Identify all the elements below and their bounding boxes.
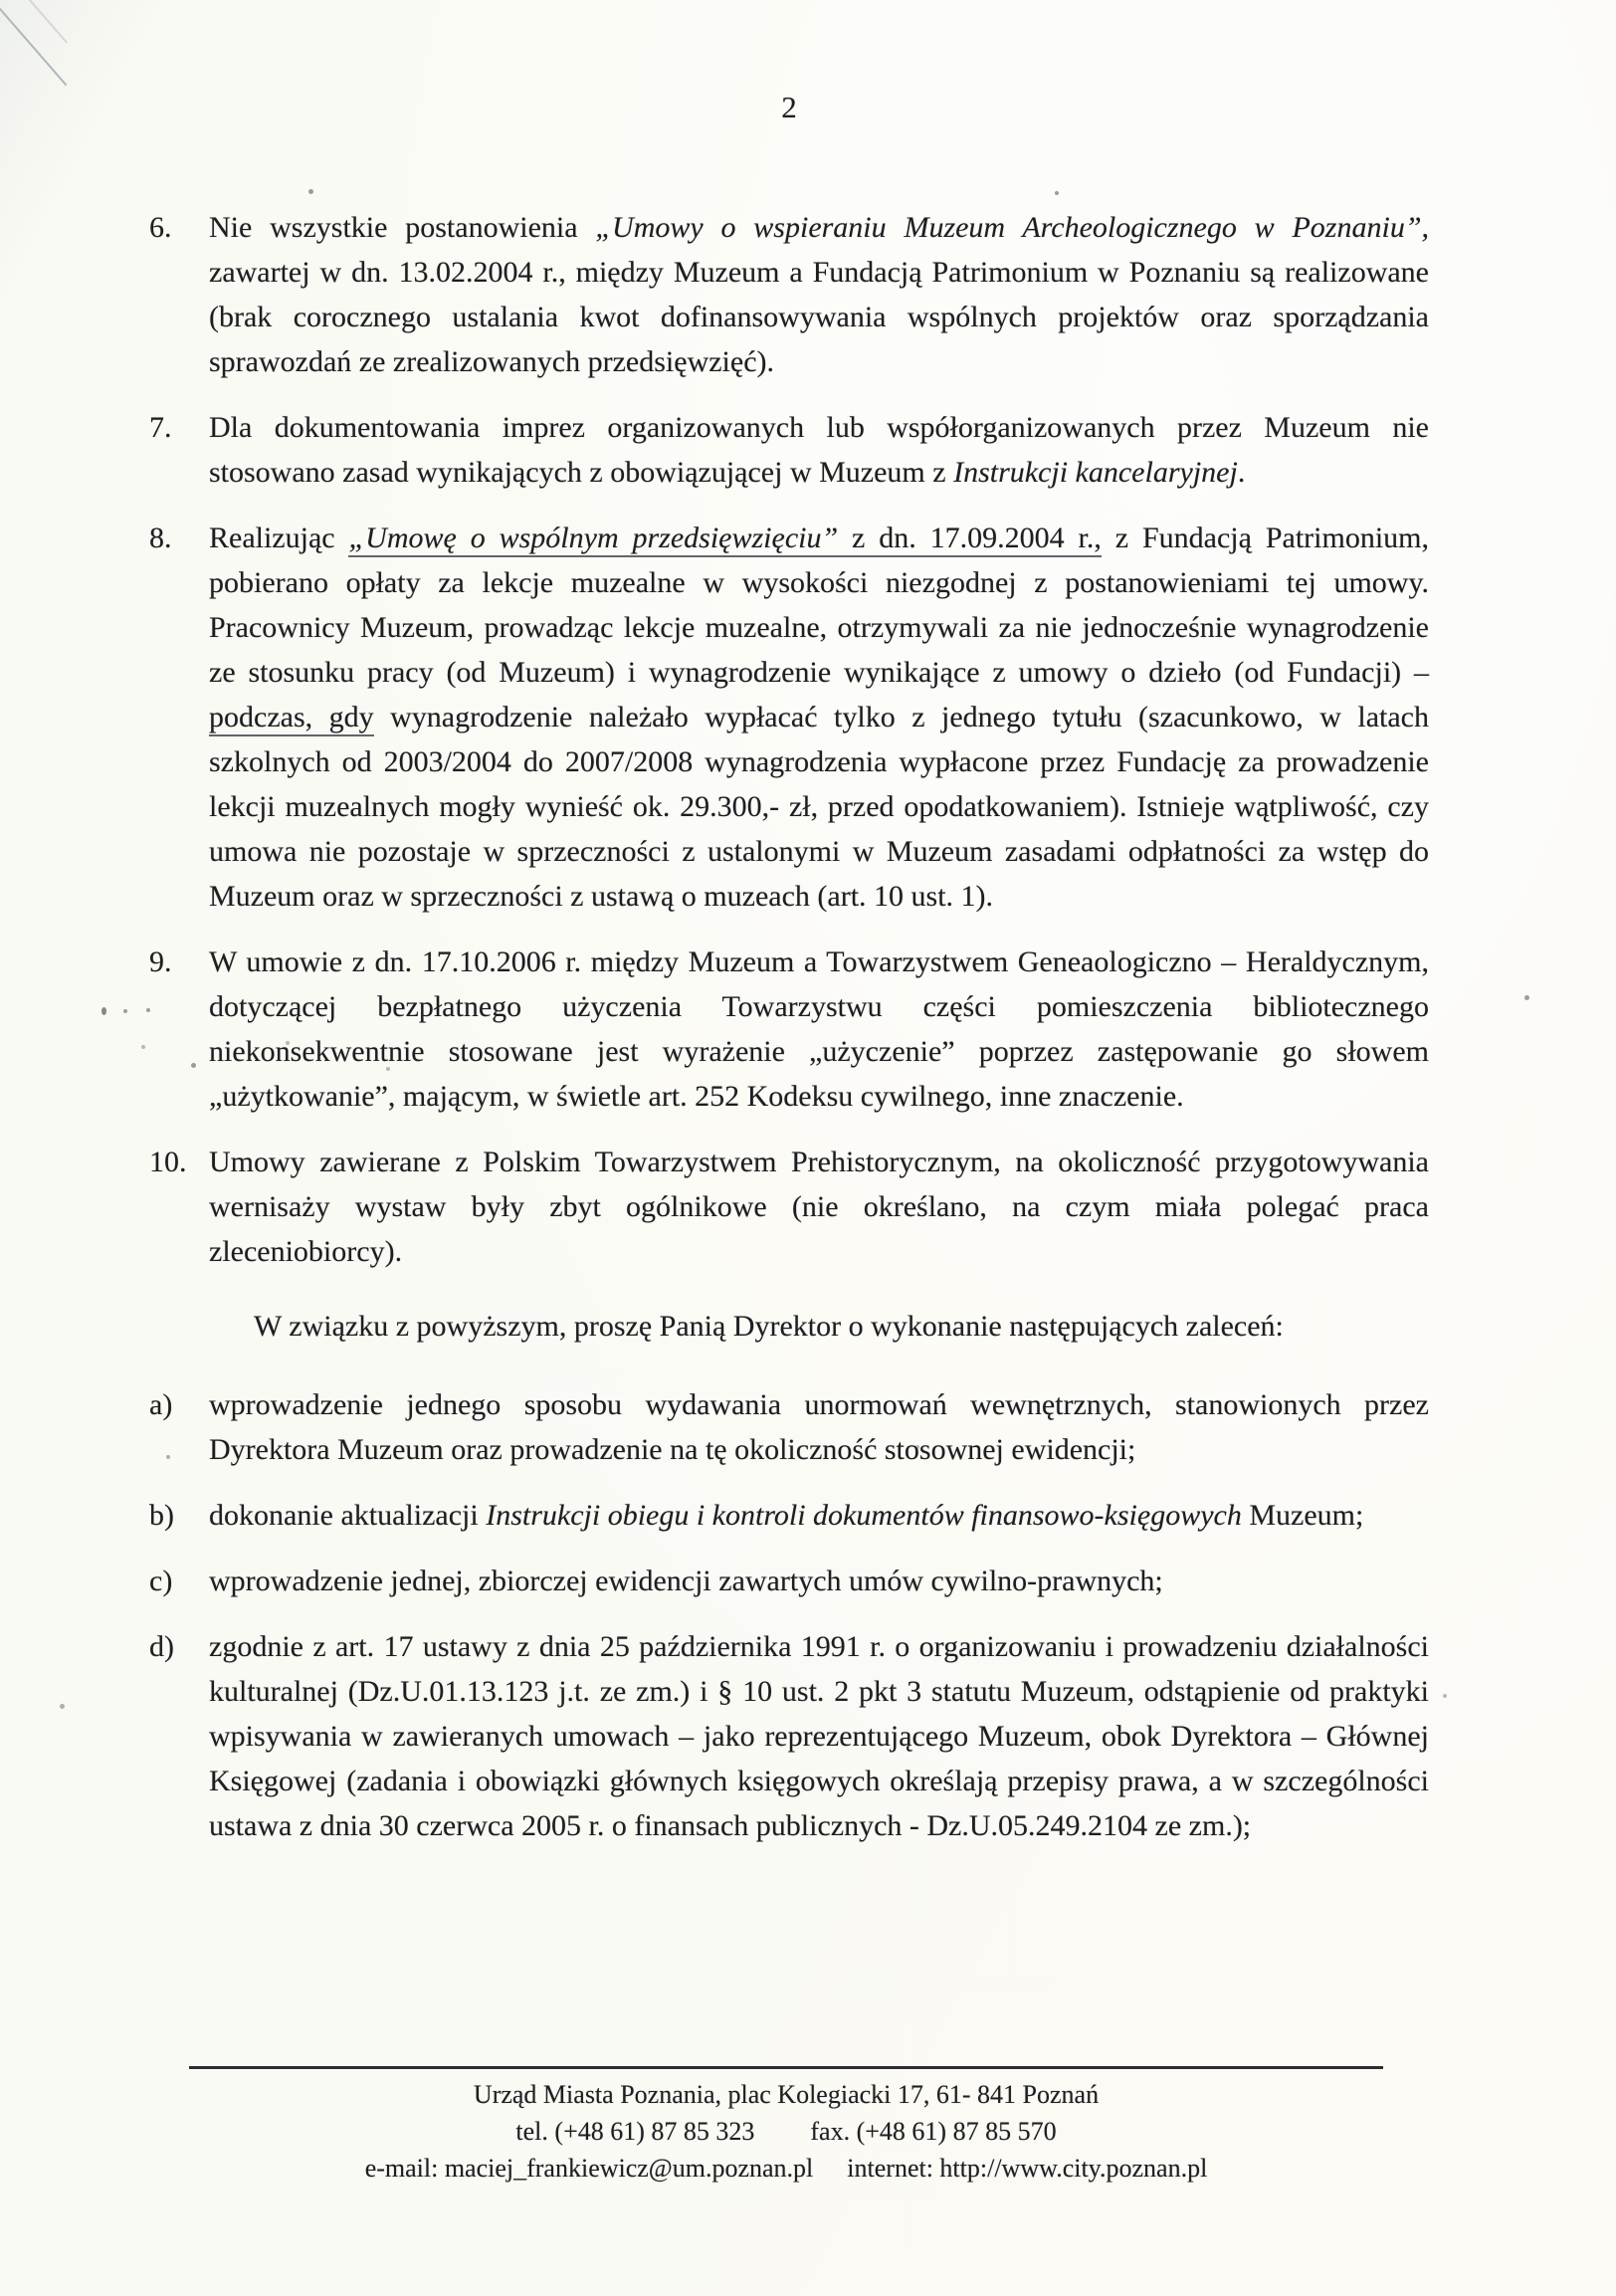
recommendation-text	[209, 1382, 1429, 1472]
text-segment: zgodnie z art. 17 ustawy z dnia 25 października 1991 r. o organizowaniu i prowadzeniu działalności kulturalnej (Dz.U.01.13.123 j.t. ze zm.) i § 10 ust. 2 pkt 3 statutu Muzeum, odstąpienie od praktyki wpisywania w zawieranych umowach – jako reprezentującego Muzeum, obok Dyrektora – Głównej Księgowej (zadania i obowiązki głównych księgowych określają przepisy prawa, a w szczególności ustawa z dnia 30 czerwca 2005 r. o finansach publicznych - Dz.U.05.249.2104 ze zm.);	[209, 1630, 1429, 1842]
scan-speck	[166, 1455, 170, 1459]
finding-item-8	[149, 516, 1429, 919]
recommendation-item-d	[149, 1624, 1429, 1848]
scan-speck	[1055, 191, 1059, 195]
text-segment: wynagrodzenie należało wypłacać tylko z jednego tytułu (szacunkowo, w latach szkolnych od 2003/2004 do 2007/2008 wynagrodzenia wypłacone przez Fundację za prowadzenie lekcji muzealnych mogły wynieść ok. 29.300,- zł, przed opodatkowaniem). Istnieje wątpliwość, czy umowa nie pozostaje w sprzeczności z ustalonymi w Muzeum zasadami odpłatności za wstęp do Muzeum oraz w sprzeczności z ustawą o muzeach (art. 10 ust. 1).	[209, 701, 1429, 913]
recommendations-intro: W związku z powyższym, proszę Panią Dyrektor o wykonanie następujących zaleceń:	[254, 1310, 1284, 1343]
list-marker: 8.	[149, 522, 172, 554]
list-marker: b)	[149, 1499, 174, 1532]
recommendation-text	[209, 1493, 1429, 1538]
scan-speck	[141, 1045, 145, 1049]
text-segment: Nie wszystkie postanowienia	[209, 211, 596, 244]
footer-divider	[189, 2066, 1383, 2069]
scan-speck	[386, 1067, 390, 1071]
text-segment-italic: „Umowy o wspieraniu Muzeum Archeologicznego w Poznaniu”,	[595, 211, 1429, 244]
text-segment: Umowy zawierane z Polskim Towarzystwem Prehistorycznym, na okoliczność przygotowywania wernisaży wystaw były zbyt ogólnikowe (nie określano, na czym miała polegać praca zleceniobiorcy).	[209, 1146, 1429, 1268]
finding-item-7	[149, 405, 1429, 495]
pen-mark	[101, 1007, 106, 1015]
scan-speck	[1524, 995, 1529, 1000]
text-segment: W umowie z dn. 17.10.2006 r. między Muzeum a Towarzystwem Geneaologiczno – Heraldycznym, dotyczącej bezpłatnego użyczenia Towarzystwu części pomieszczenia bibliotecznego niekonsekwentnie stosowane jest wyrażenie „użyczenie” poprzez zastępowanie go słowem „użytkowanie”, mającym, w świetle art. 252 Kodeksu cywilnego, inne znaczenie.	[209, 945, 1429, 1113]
text-segment-underlined: z dn. 17.09.2004 r.,	[838, 522, 1102, 557]
footer-email: e-mail: maciej_frankiewicz@um.poznan.pl	[364, 2154, 814, 2183]
list-marker: c)	[149, 1565, 173, 1597]
text-segment: Dla dokumentowania imprez organizowanych lub współorganizowanych przez Muzeum nie stosowano zasad wynikających z obowiązującej w Muzeum z	[209, 411, 1429, 489]
pen-mark	[123, 1009, 127, 1013]
finding-text	[209, 516, 1429, 919]
scan-speck	[308, 189, 313, 194]
pen-mark	[146, 1008, 150, 1012]
text-segment: wprowadzenie jednej, zbiorczej ewidencji zawartych umów cywilno-prawnych;	[209, 1565, 1163, 1597]
finding-text	[209, 939, 1429, 1119]
scan-speck	[286, 1041, 290, 1045]
footer-fax: fax. (+48 61) 87 85 570	[810, 2117, 1057, 2146]
scan-speck	[60, 1704, 65, 1709]
text-segment: .	[1237, 456, 1246, 489]
recommendation-text	[209, 1624, 1429, 1848]
text-segment: Realizując	[209, 522, 349, 554]
recommendation-item-c	[149, 1559, 1429, 1603]
list-marker: 7.	[149, 411, 172, 444]
pen-mark	[191, 1063, 196, 1068]
recommendation-item-a	[149, 1382, 1429, 1472]
scan-speck	[915, 1445, 919, 1449]
text-segment-italic: Instrukcji obiegu i kontroli dokumentów finansowo-księgowych	[486, 1499, 1242, 1532]
text-segment: dokonanie aktualizacji	[209, 1499, 487, 1532]
finding-text	[209, 405, 1429, 495]
footer-internet: internet: http://www.city.poznan.pl	[847, 2154, 1208, 2183]
finding-item-9	[149, 939, 1429, 1119]
text-segment-italic-underlined: „Umowę o wspólnym przedsięwzięciu”	[348, 522, 838, 557]
recommendation-text	[209, 1559, 1429, 1603]
text-segment-italic: Instrukcji kancelaryjnej	[953, 456, 1238, 489]
finding-item-10	[149, 1140, 1429, 1274]
finding-item-6	[149, 205, 1429, 384]
footer-web-line	[189, 2150, 1383, 2187]
text-segment: Muzeum;	[1241, 1499, 1364, 1532]
text-segment-underlined: podczas, gdy	[209, 701, 374, 736]
text-segment: wprowadzenie jednego sposobu wydawania unormowań wewnętrznych, stanowionych przez Dyrektora Muzeum oraz prowadzenie na tę okoliczność stosownej ewidencji;	[209, 1388, 1429, 1466]
scan-speck	[1443, 1694, 1447, 1698]
footer-phone-line	[189, 2113, 1383, 2150]
list-marker: 9.	[149, 945, 172, 978]
page-number: 2	[781, 90, 797, 124]
finding-text	[209, 1140, 1429, 1274]
letterhead-footer	[189, 2066, 1383, 2187]
list-marker: d)	[149, 1630, 174, 1663]
list-marker: 10.	[149, 1146, 187, 1178]
list-marker: 6.	[149, 211, 172, 244]
finding-text	[209, 205, 1429, 384]
text-segment: z Fundacją Patrimonium, pobierano opłaty za lekcje muzealne w wysokości niezgodnej z postanowieniami tej umowy. Pracownicy Muzeum, prowadząc lekcje muzealne, otrzymywali za nie jednocześnie wynagrodzenie ze stosunku pracy (od Muzeum) i wynagrodzenie wynikające z umowy o dzieło (od Fundacji) –	[209, 522, 1429, 689]
text-segment: zawartej w dn. 13.02.2004 r., między Muzeum a Fundacją Patrimonium w Poznaniu są realizowane (brak corocznego ustalania kwot dofinansowywania wspólnych projektów oraz sporządzania sprawozdań ze zrealizowanych przedsięwzięć).	[209, 256, 1429, 378]
recommendation-item-b	[149, 1493, 1429, 1538]
footer-address: Urząd Miasta Poznania, plac Kolegiacki 17, 61- 841 Poznań	[473, 2080, 1100, 2109]
footer-tel: tel. (+48 61) 87 85 323	[515, 2117, 755, 2146]
list-marker: a)	[149, 1388, 173, 1421]
